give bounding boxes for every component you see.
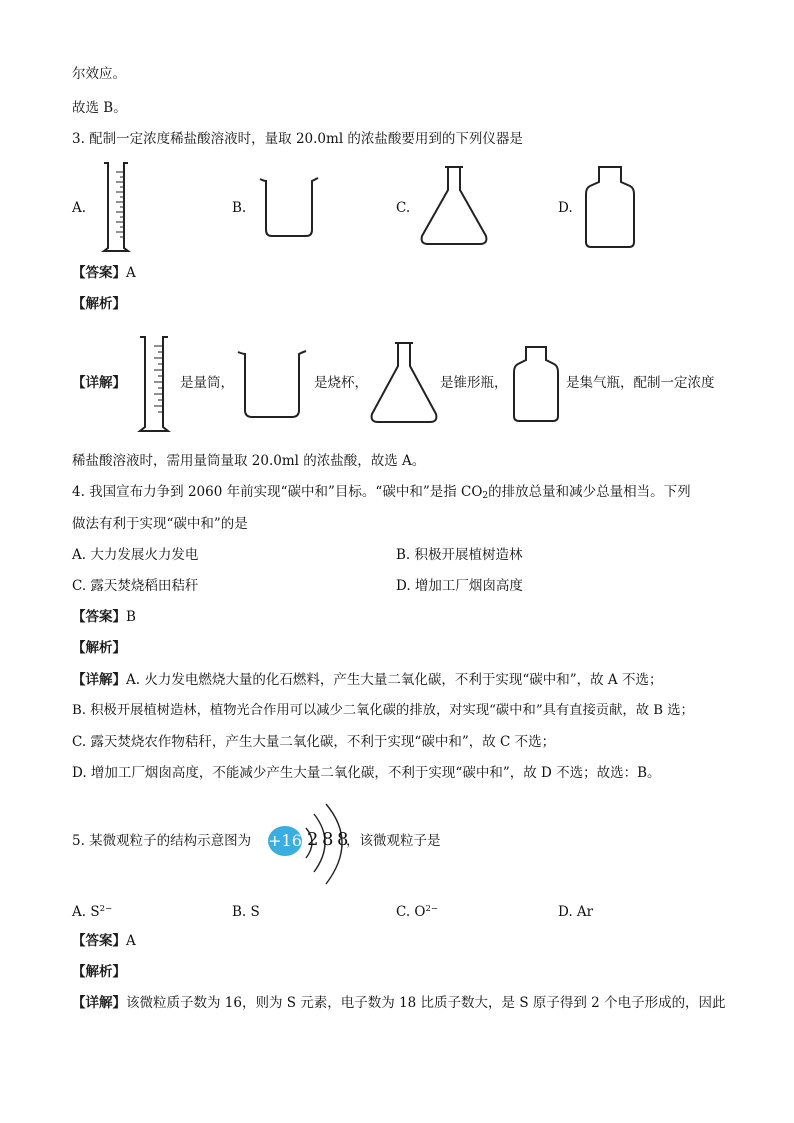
- detail-text: A. 火力发电燃烧大量的化石燃料，产生大量二氧化碳，不利于实现“碳中和”，故 A 不选；: [126, 672, 663, 688]
- q3-detail-part-3: 是锥形瓶，: [440, 375, 508, 391]
- question-5-stem-pre: 5. 某微观粒子的结构示意图为: [72, 833, 252, 849]
- q4-option-c: C. 露天焚烧稻田秸秆: [72, 578, 199, 594]
- q3-detail-tag: 【详解】: [72, 375, 126, 391]
- q3-answer: [72, 264, 136, 282]
- conical-flask-icon: [418, 164, 490, 248]
- detail-text: 该微粒质子数为 16，则为 S 元素，电子数为 18 比质子数大，是 S 原子得到 2 个电子形成的，因此: [126, 995, 726, 1011]
- q3-option-c-label: C.: [396, 200, 411, 216]
- q4-analysis-tag: [72, 639, 126, 657]
- q5-option-c-base: C. O: [396, 904, 426, 920]
- electron-count-shell-1: 2: [307, 829, 319, 850]
- detail-tag: 【详解】: [72, 995, 126, 1011]
- graduated-cylinder-icon: [100, 160, 132, 254]
- q3-option-a-label: A.: [72, 200, 87, 216]
- q5-option-a: [72, 900, 112, 921]
- q5-option-c: [396, 900, 438, 921]
- answer-value: A: [126, 933, 136, 949]
- q4-detail-line-4: D. 增加工厂烟囱高度，不能减少产生大量二氧化碳，不利于实现“碳中和”，故 D 不选；故选：B。: [72, 765, 661, 781]
- q4-stem-pre: 4. 我国宣布力争到 2060 年前实现“碳中和”目标。“碳中和”是指 CO: [72, 484, 483, 500]
- q3-option-d-label: D.: [558, 200, 573, 216]
- answer-tag: 【答案】: [72, 265, 126, 281]
- q3-analysis-tag: [72, 295, 126, 313]
- question-4-stem-line-2: 做法有利于实现“碳中和”的是: [72, 516, 248, 532]
- answer-tag: 【答案】: [72, 933, 126, 949]
- detail-graduated-cylinder-icon: [136, 334, 172, 434]
- detail-beaker-icon: [236, 348, 308, 420]
- analysis-tag: 【解析】: [72, 640, 126, 656]
- q5-option-d: [558, 900, 593, 921]
- answer-value: B: [126, 609, 136, 625]
- q5-option-c-charge: 2−: [425, 904, 439, 914]
- q4-option-d: D. 增加工厂烟囱高度: [396, 578, 523, 594]
- answer-tag: 【答案】: [72, 609, 126, 625]
- analysis-tag: 【解析】: [72, 964, 126, 980]
- q5-analysis-tag: [72, 963, 126, 981]
- q5-option-b: [232, 900, 260, 921]
- answer-value: A: [126, 265, 136, 281]
- electron-count-shell-2: 8: [322, 829, 334, 850]
- atom-nucleus: +16: [268, 826, 302, 856]
- q4-detail-line-3: C. 露天焚烧农作物秸秆，产生大量二氧化碳，不利于实现“碳中和”，故 C 不选；: [72, 734, 556, 750]
- q5-option-d-base: D. Ar: [558, 904, 594, 920]
- q3-detail-line-2: 稀盐酸溶液时，需用量筒量取 20.0ml 的浓盐酸，故选 A。: [72, 453, 426, 469]
- detail-conical-flask-icon: [368, 340, 440, 426]
- q3-detail-part-4: 是集气瓶，配制一定浓度: [566, 375, 715, 391]
- question-4-stem: [72, 483, 691, 505]
- q4-detail-line-1: [72, 671, 662, 689]
- question-5-stem-post: ，该微观粒子是: [346, 833, 441, 849]
- q5-answer: [72, 932, 136, 950]
- gas-collecting-bottle-icon: [582, 164, 638, 250]
- q5-option-a-charge: 2−: [99, 904, 113, 914]
- q3-option-b-label: B.: [232, 200, 247, 216]
- q3-detail-part-2: 是烧杯，: [314, 375, 368, 391]
- q4-answer: [72, 608, 136, 626]
- continued-text: 尔效应。: [72, 66, 126, 82]
- q5-detail-line: [72, 994, 726, 1012]
- q3-detail-part-1: 是量筒，: [180, 375, 234, 391]
- beaker-icon: [258, 175, 320, 239]
- continued-conclusion: 故选 B。: [72, 100, 127, 116]
- question-3-stem: 3. 配制一定浓度稀盐酸溶液时，量取 20.0ml 的浓盐酸要用到的下列仪器是: [72, 131, 523, 147]
- electron-count-shell-3: 8: [337, 829, 349, 850]
- detail-tag: 【详解】: [72, 672, 126, 688]
- analysis-tag: 【解析】: [72, 296, 126, 312]
- q4-stem-subscript: 2: [482, 491, 489, 501]
- q4-option-a: A. 大力发展火力发电: [72, 547, 199, 563]
- detail-gas-collecting-bottle-icon: [510, 344, 562, 424]
- q5-option-b-base: B. S: [232, 904, 260, 920]
- q5-option-a-base: A. S: [72, 904, 100, 920]
- q4-detail-line-2: B. 积极开展植树造林，植物光合作用可以减少二氧化碳的排放，对实现“碳中和”具有直接贡献，故 B 选；: [72, 703, 694, 718]
- q4-stem-post: 的排放总量和减少总量相当。下列: [488, 484, 691, 500]
- q4-option-b: B. 积极开展植树造林: [396, 547, 523, 563]
